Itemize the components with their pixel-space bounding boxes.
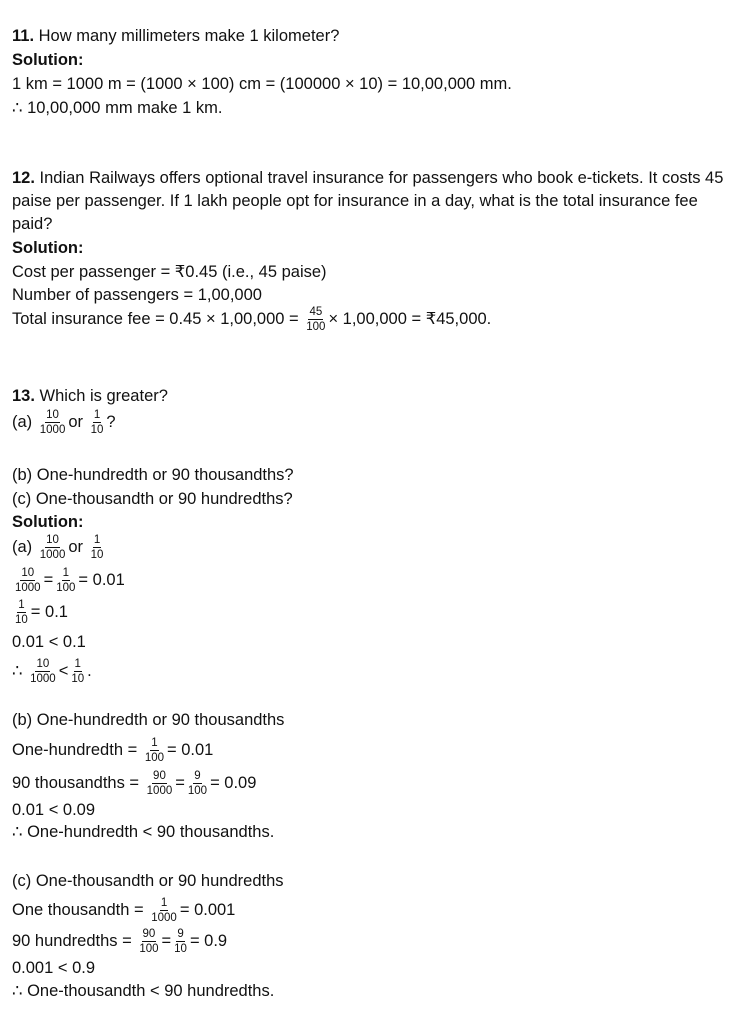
q12-solution-line-2: Number of passengers = 1,00,000 [12, 286, 262, 304]
q12-question [12, 167, 738, 236]
q11-question-text: How many millimeters make 1 kilometer? [38, 27, 340, 45]
fraction-1-over-100: $\frac{1}{100}$ [144, 737, 164, 764]
fraction-10-over-1000: $\frac{10}{1000}$ [39, 409, 66, 436]
q13-sol-a-conclusion: ∴ $\frac{10}{1000}$ < $\frac{1}{10}$ . [12, 658, 92, 685]
fraction-1-over-100: $\frac{1}{100}$ [56, 567, 76, 594]
q12-question-text: Indian Railways offers optional travel insurance for passengers who book e-tickets. It costs 45 paise per passenger. If 1 lakh people opt for insurance in a day, what is the total insurance fee paid? [12, 169, 724, 233]
q13-sol-b-line-1: One-hundredth = $\frac{1}{100}$ = 0.01 [12, 737, 214, 764]
q13-sol-a-head: (a) $\frac{10}{1000}$ or $\frac{1}{10}$ [12, 534, 104, 561]
fraction-10-over-1000: $\frac{10}{1000}$ [15, 567, 41, 594]
q13-part-c-question: (c) One-thousandth or 90 hundredths? [12, 490, 293, 508]
q13-sol-a-line-2: $\frac{1}{10}$ = 0.1 [15, 599, 68, 626]
q13-sol-c-line-2: 90 hundredths = $\frac{90}{100}$ = $\frac{9}{10}$ = 0.9 [12, 928, 228, 955]
fraction-1-over-10: $\frac{1}{10}$ [90, 409, 104, 436]
q13-sol-b-conclusion: ∴ One-hundredth < 90 thousandths. [12, 823, 275, 841]
q13-sol-c-head: (c) One-thousandth or 90 hundredths [12, 872, 284, 890]
q13-number: 13. [12, 387, 35, 405]
fraction-1-over-10: $\frac{1}{10}$ [71, 658, 85, 685]
q13-part-a-question: (a) $\frac{10}{1000}$ or $\frac{1}{10}$ ? [12, 409, 116, 436]
fraction-45-over-100: $\frac{45}{100}$ [306, 306, 326, 333]
q11-question [12, 26, 339, 46]
fraction-9-over-10: $\frac{9}{10}$ [174, 928, 187, 955]
q12-total-fee: Total insurance fee = 0.45 × 1,00,000 = $\frac{45}{100}$ × 1,00,000 = ₹45,000. [12, 306, 492, 333]
q13-solution-label: Solution: [12, 513, 84, 531]
q13-sol-c-line-1: One thousandth = $\frac{1}{1000}$ = 0.001 [12, 897, 236, 924]
fraction-90-over-1000: $\frac{90}{1000}$ [146, 770, 173, 797]
q13-sol-b-head: (b) One-hundredth or 90 thousandths [12, 711, 285, 729]
q13-question: 13. Which is greater? [12, 387, 168, 405]
q13-sol-c-conclusion: ∴ One-thousandth < 90 hundredths. [12, 982, 275, 1000]
q11-number: 11. [12, 27, 35, 45]
q12-solution-line-1: Cost per passenger = ₹0.45 (i.e., 45 paise) [12, 263, 327, 281]
fraction-1-over-10: $\frac{1}{10}$ [15, 599, 28, 626]
q13-sol-a-compare: 0.01 < 0.1 [12, 633, 86, 651]
q11-solution-line-2: ∴ 10,00,000 mm make 1 km. [12, 99, 223, 117]
fraction-90-over-100: $\frac{90}{100}$ [139, 928, 159, 955]
fraction-1-over-10: $\frac{1}{10}$ [90, 534, 104, 561]
q11-solution-label: Solution: [12, 51, 84, 69]
q13-sol-c-compare: 0.001 < 0.9 [12, 959, 96, 977]
fraction-10-over-1000: $\frac{10}{1000}$ [39, 534, 66, 561]
q11-solution-line-1: 1 km = 1000 m = (1000 × 100) cm = (100000 × 10) = 10,00,000 mm. [12, 75, 512, 93]
fraction-1-over-1000: $\frac{1}{1000}$ [151, 897, 177, 924]
q13-sol-b-compare: 0.01 < 0.09 [12, 801, 96, 819]
q13-part-b-question: (b) One-hundredth or 90 thousandths? [12, 466, 294, 484]
q13-sol-a-line-1: $\frac{10}{1000}$ = $\frac{1}{100}$ = 0.01 [15, 567, 125, 594]
q13-sol-b-line-2: 90 thousandths = $\frac{90}{1000}$ = $\frac{9}{100}$ = 0.09 [12, 770, 257, 797]
fraction-10-over-1000: $\frac{10}{1000}$ [30, 658, 56, 685]
q12-number: 12. [12, 169, 35, 187]
q12-solution-label: Solution: [12, 239, 84, 257]
fraction-9-over-100: $\frac{9}{100}$ [187, 770, 208, 797]
